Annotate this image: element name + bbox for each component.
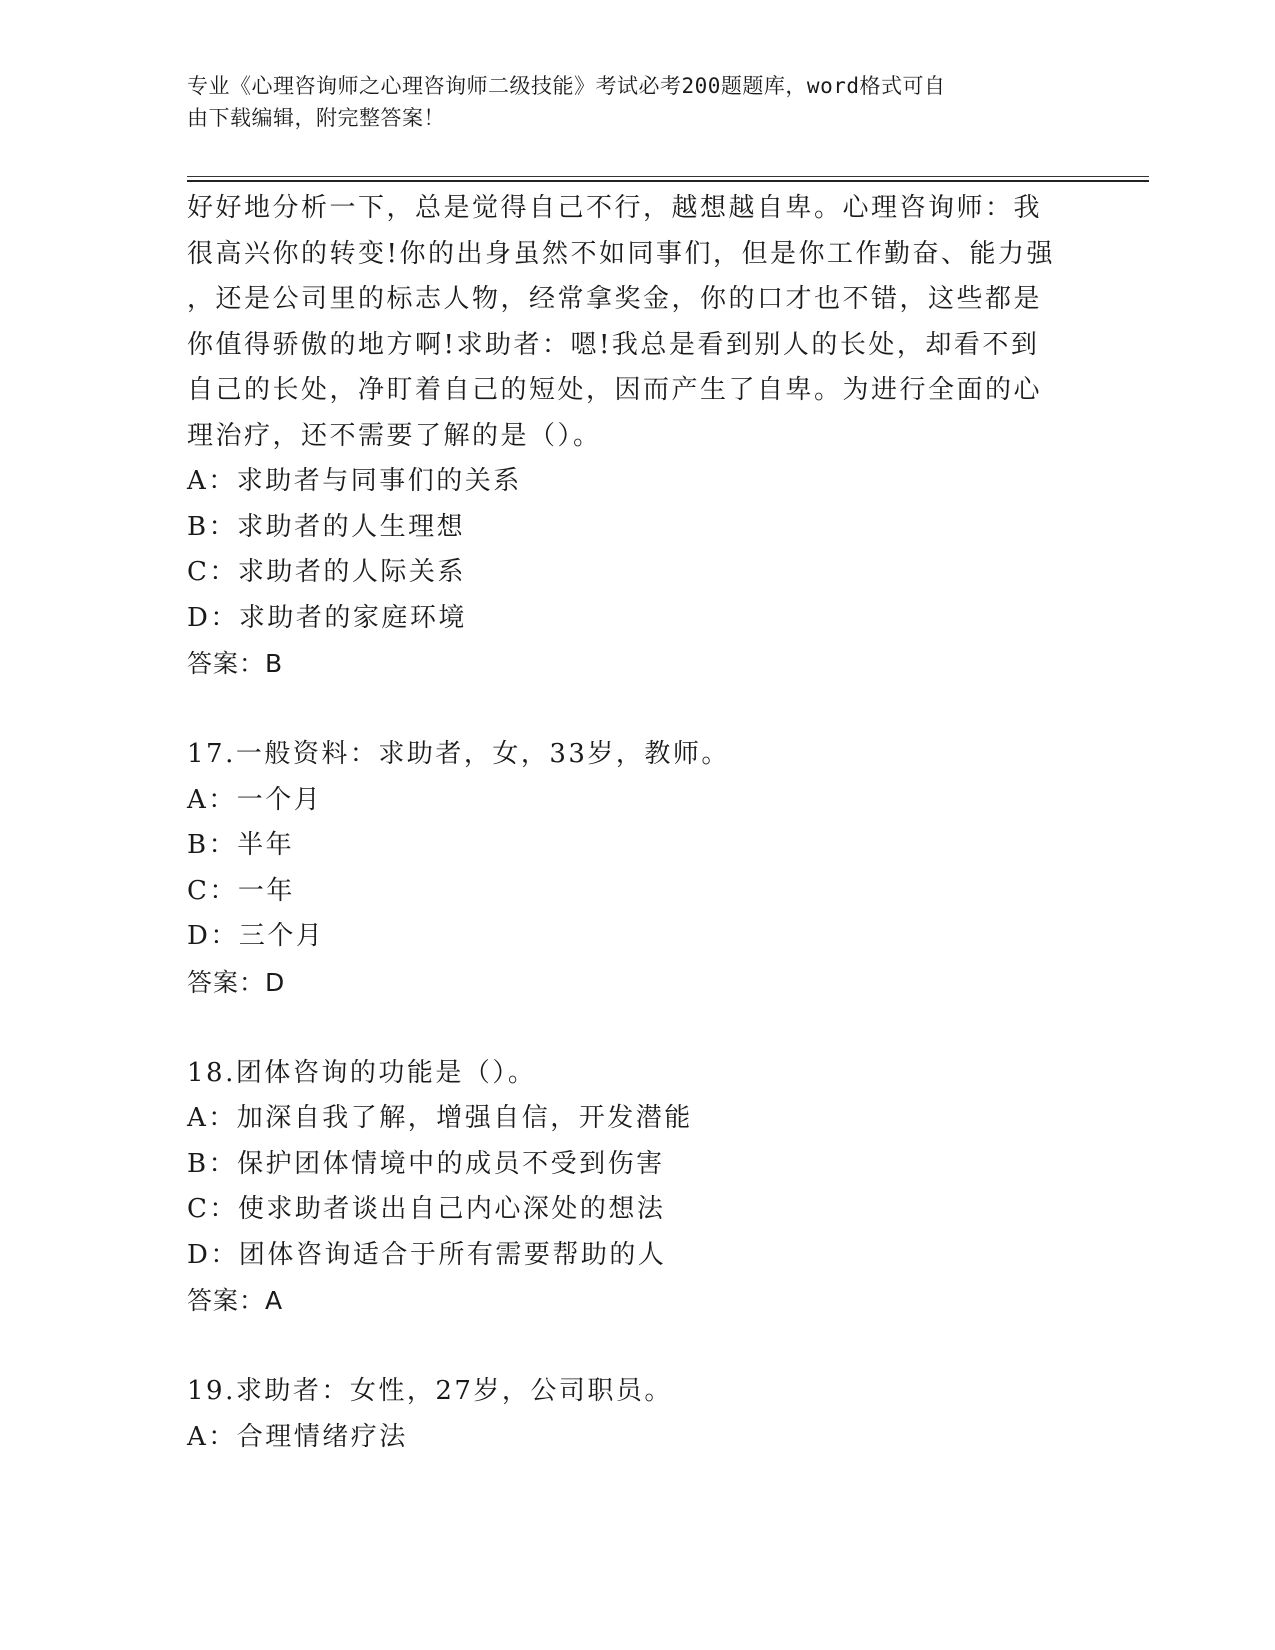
question-stem: 18.团体咨询的功能是（）。 [187,1057,537,1088]
document-header [187,70,1067,134]
question-stem-line: 很高兴你的转变!你的出身虽然不如同事们，但是你工作勤奋、能力强 [187,238,1055,269]
question-stem-line: 理治疗，还不需要了解的是（）。 [187,420,602,451]
option-a: A：加深自我了解，增强自信，开发潜能 [187,1103,693,1133]
spacer [187,687,1087,733]
header-divider-thin [187,176,1149,177]
question-stem-line: 好好地分析一下，总是觉得自己不行，越想越自卑。心理咨询师：我 [187,193,1043,223]
option-d: D：三个月 [187,921,325,951]
question-list [187,186,1087,1460]
spacer [187,1005,1087,1051]
question-17 [187,732,1087,1005]
option-b: B：半年 [187,830,295,860]
answer-label: 答案：A [187,1286,284,1315]
spacer [187,1324,1087,1370]
option-a: A：求助者与同事们的关系 [187,466,522,496]
option-b: B：求助者的人生理想 [187,511,466,542]
header-line-1: 专业《心理咨询师之心理咨询师二级技能》考试必考200题题库，word格式可自 [187,74,946,98]
question-stem-line: 你值得骄傲的地方啊!求助者：嗯!我总是看到别人的长处，却看不到 [187,329,1040,360]
option-b: B：保护团体情境中的成员不受到伤害 [187,1148,665,1179]
header-line-2: 由下载编辑，附完整答案！ [187,106,445,130]
question-18 [187,1051,1087,1324]
option-d: D：求助者的家庭环境 [187,602,467,633]
question-16 [187,186,1087,687]
option-c: C：求助者的人际关系 [187,557,466,587]
question-stem: 17.一般资料：求助者，女，33岁，教师。 [187,739,730,769]
answer-label: 答案：D [187,967,286,997]
question-stem-line: ，还是公司里的标志人物，经常拿奖金，你的口才也不错，这些都是 [187,284,1043,314]
option-d: D：团体咨询适合于所有需要帮助的人 [187,1239,667,1270]
question-stem-line: 自己的长处，净盯着自己的短处，因而产生了自卑。为进行全面的心 [187,375,1043,405]
option-c: C：使求助者谈出自己内心深处的想法 [187,1194,666,1224]
header-divider-thick [187,180,1149,182]
option-c: C：一年 [187,875,295,906]
option-a: A：一个月 [187,784,323,815]
option-a: A：合理情绪疗法 [187,1421,408,1452]
question-stem: 19.求助者：女性，27岁，公司职员。 [187,1376,673,1406]
answer-label: 答案：B [187,649,284,678]
question-19 [187,1369,1087,1460]
